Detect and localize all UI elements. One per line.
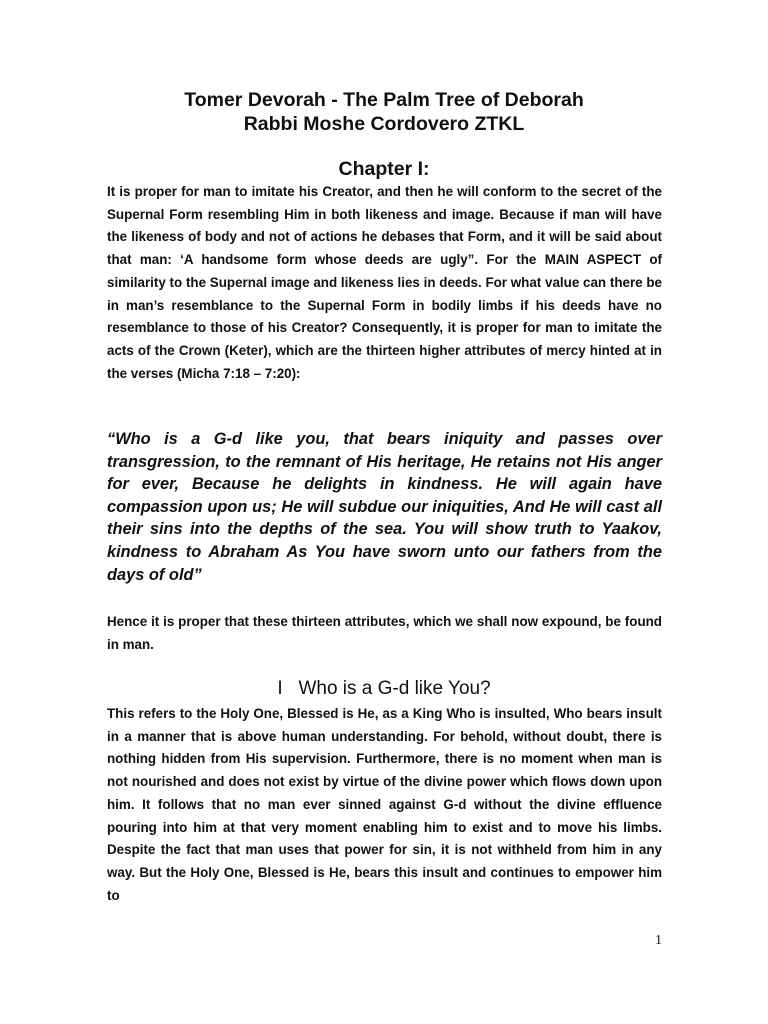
verse-quote: “Who is a G-d like you, that bears iniquity and passes over transgression, to the remnant of His heritage, He retains not His anger for ever, Because he delights in kindness. He will again have compassion upon us; He will subdue our iniquities, And He will cast all their sins into the depths of the sea. You will show truth to Yaakov, kindness to Abraham As You have sworn unto our fathers from the days of old”: [107, 430, 662, 584]
paragraph-intro: It is proper for man to imitate his Creator, and then he will conform to the secret of the Supernal Form resembling Him in both likeness and image. Because if man will have the likeness of body and not of actions he debases that Form, and it will be said about that man: ‘A handsome form whose deeds are ugly”. For the MAIN ASPECT of similarity to the Supernal image and likeness lies in deeds. For what value can there be in man’s resemblance to the Supernal Form in bodily limbs if his deeds have no resemblance to those of his Creator? Consequently, it is proper for man to imitate the acts of the Crown (Keter), which are the thirteen higher attributes of mercy hinted at in the verses (Micha 7:18 – 7:20):: [107, 184, 662, 381]
section-heading-text: I Who is a G-d like You?: [277, 678, 491, 699]
document-title: [0, 88, 768, 136]
section-heading: [0, 677, 768, 701]
page-number: 1: [655, 933, 662, 948]
title-line-2: Rabbi Moshe Cordovero ZTKL: [243, 113, 525, 135]
title-line-1: Tomer Devorah - The Palm Tree of Deborah: [184, 89, 584, 111]
chapter-heading: Chapter I:: [338, 158, 430, 180]
paragraph-section-1: This refers to the Holy One, Blessed is He, as a King Who is insulted, Who bears insult in a manner that is above human understanding. For behold, without doubt, there is nothing hidden from His supervision. Furthermore, there is no moment when man is not nourished and does not exist by virtue of the divine power which flows down upon him. It follows that no man ever sinned against G-d without the divine effluence pouring into him at that very moment enabling him to exist and to move his limbs. Despite the fact that man uses that power for sin, it is not withheld from him in any way. But the Holy One, Blessed is He, bears this insult and continues to empower him to: [107, 706, 662, 903]
paragraph-attributes: Hence it is proper that these thirteen attributes, which we shall now expound, be found in man.: [107, 614, 662, 652]
